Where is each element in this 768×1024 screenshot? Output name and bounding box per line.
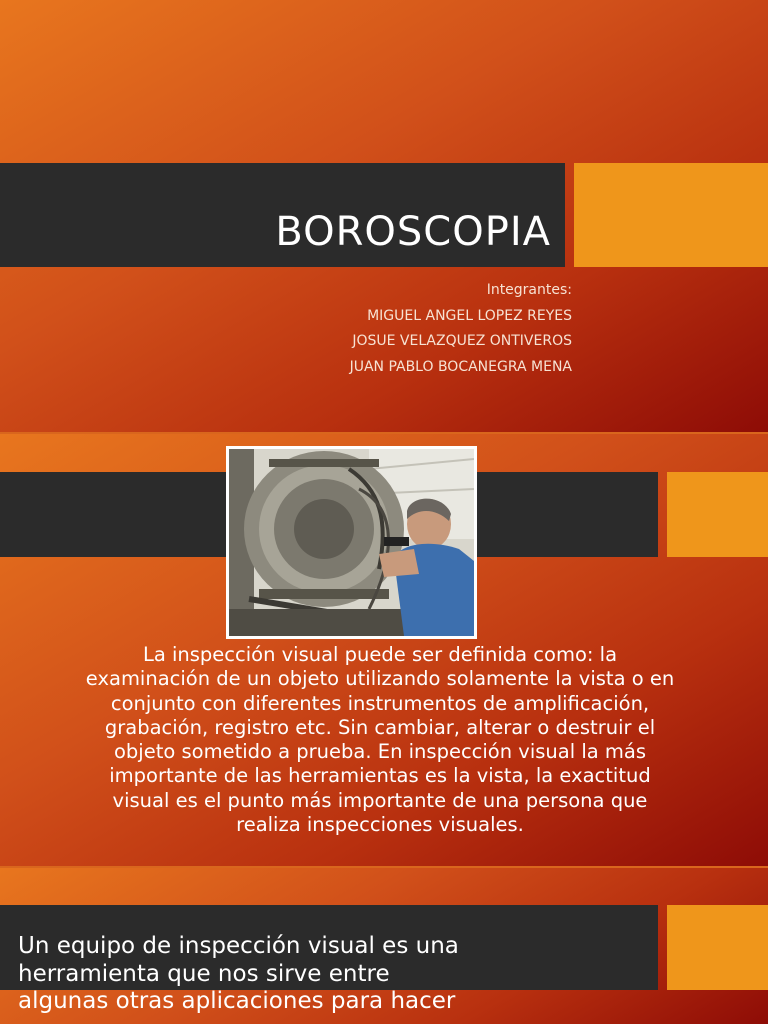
members-list — [350, 278, 572, 380]
definition-paragraph: La inspección visual puede ser definida como: la examinación de un objeto utilizando solamente la vista o en conjunto con diferentes instrumentos de amplificación, grabación, registro etc. Sin cambiar, alterar o destruir el objeto sometido a prueba. En inspección visual la más importante de las herramientas es la vista, la exactitud visual es el punto más importante de una persona que realiza inspecciones visuales. — [85, 643, 675, 837]
engine-inspection-photo — [226, 446, 477, 639]
presentation-title: BOROSCOPIA — [275, 209, 551, 255]
header-accent-block — [667, 905, 768, 990]
members-heading: Integrantes: — [486, 282, 572, 298]
equipment-paragraph: Un equipo de inspección visual es una herramienta que nos sirve entre algunas otras aplicaciones para hacer — [18, 933, 459, 1014]
member-name: MIGUEL ANGEL LOPEZ REYES — [367, 307, 572, 324]
slide-title — [0, 0, 768, 432]
header-accent-block — [667, 472, 768, 557]
member-name: JOSUE VELAZQUEZ ONTIVEROS — [352, 333, 572, 349]
title-accent-block — [574, 163, 768, 267]
member-name: JUAN PABLO BOCANEGRA MENA — [349, 358, 572, 375]
